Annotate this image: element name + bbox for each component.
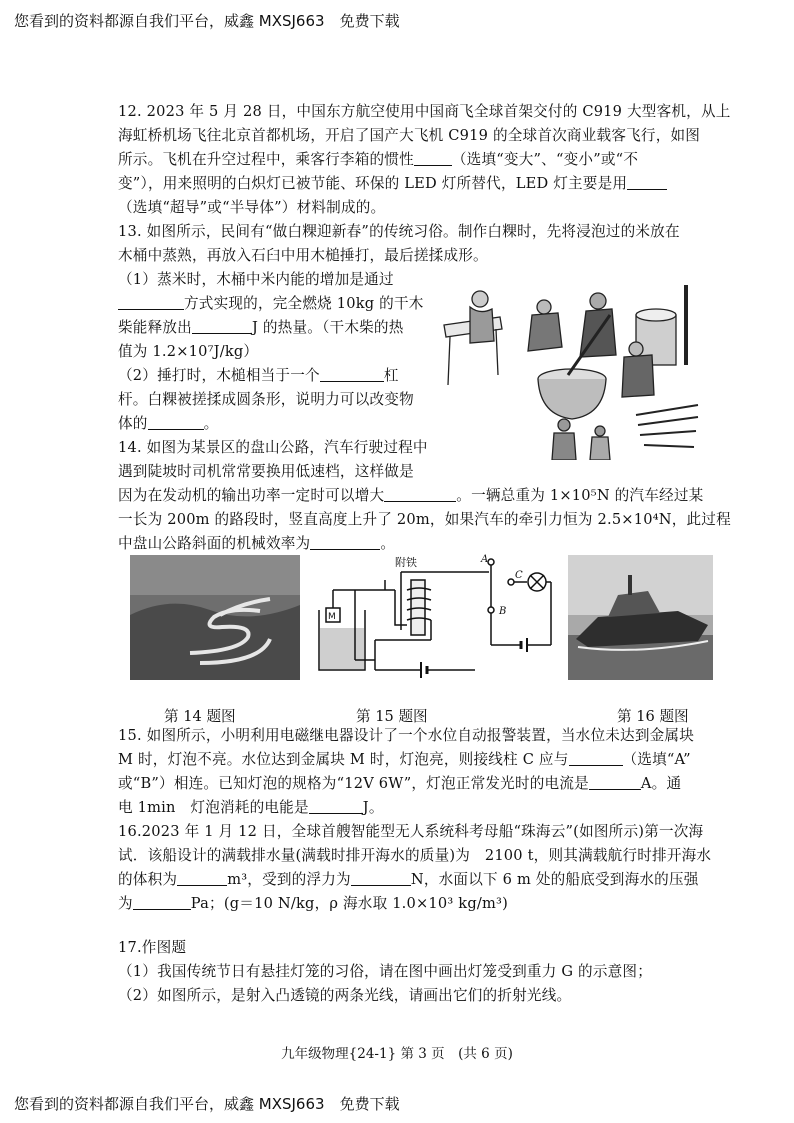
question-13: 13. 如图所示，民间有“做白粿迎新春”的传统习俗。制作白粿时，先将浸泡过的米放在 木桶中蒸熟，再放入石臼中用木槌捶打，最后搓揉成形。 （1）蒸米时，木桶中米内能的增加是通过 方式实现的，完全燃烧 10kg 的干木 柴能释放出 J 的热量。（干木柴的热 值为 1.2×10⁷J/kg） （2）捶打时，木槌相当于一个 杠 杆。白粿被搓揉成圆条形，说明力可以改变物 体的 。	[118, 223, 680, 432]
answer-blank	[414, 151, 452, 166]
answer-blank	[148, 415, 204, 430]
answer-blank	[569, 751, 623, 766]
caption-fig14: 第 14 题图	[164, 708, 236, 725]
figure-13-illustration	[440, 285, 702, 460]
caption-fig16: 第 16 题图	[617, 708, 689, 725]
question-14: 14. 如图为某景区的盘山公路，汽车行驶过程中 遇到陡坡时司机常常要换用低速档，这样做是 因为在发动机的输出功率一定时可以增大 。一辆总重为 1×10⁵N 的汽车经过某 一长为 200m 的路段时，竖直高度上升了 20m，如果汽车的牵引力恒为 2.5×10⁴N，此过程 中盘山公路斜面的机械效率为 。	[118, 439, 731, 552]
question-15: 15. 如图所示，小明利用电磁继电器设计了一个水位自动报警装置，当水位未达到金属块 M 时，灯泡不亮。水位达到金属块 M 时，灯泡亮，则接线柱 C 应与 （选填“A” 或“B”）相连。已知灯泡的规格为“12V 6W”，灯泡正常发光时的电流是 A。通 电 1min 灯泡消耗的电能是 J。	[118, 727, 695, 816]
terminal-c-label: C	[515, 570, 523, 581]
answer-blank	[177, 871, 227, 886]
figure-16-ship	[568, 555, 713, 680]
question-16: 16.2023 年 1 月 12 日，全球首艘智能型无人系统科考母船“珠海云”(如图所示)第一次海 试．该船设计的满载排水量(满载时排开海水的质量)为 2100 t，则其满载航行时排开海水 的体积为 m³，受到的浮力为 N，水面以下 6 m 处的船底受到海水的压强 为 Pa；(g＝10 N/kg，ρ 海水取 1.0×10³ kg/m³)	[118, 823, 712, 912]
metal-block-label: M	[328, 612, 336, 622]
terminal-b-label: B	[499, 606, 507, 617]
question-12: 12. 2023 年 5 月 28 日，中国东方航空使用中国商飞全球首架交付的 C919 大型客机，从上 海虹桥机场飞往北京首都机场，开启了国产大飞机 C919 的全球首次商业载客飞行，如图 所示。飞机在升空过程中，乘客行李箱的惯性 （选填“变大”、“变小”或“不 变”），用来照明的白炽灯已被节能、环保的 LED 灯所替代，LED 灯主要是用 （选填“超导”或“半导体”）材料制成的。	[118, 103, 731, 216]
answer-blank	[310, 535, 380, 550]
terminal-a-label: A	[481, 554, 489, 565]
answer-blank	[118, 295, 184, 310]
answer-blank	[351, 871, 411, 886]
answer-blank	[133, 895, 191, 910]
figure-15-relay-circuit	[315, 550, 555, 685]
answer-blank	[192, 319, 252, 334]
bottom-banner: 您看到的资料都源自我们平台，威鑫 MXSJ663 免费下载	[14, 1095, 400, 1113]
figure-14-mountain-road	[130, 555, 300, 680]
answer-blank	[627, 175, 667, 190]
top-banner: 您看到的资料都源自我们平台，威鑫 MXSJ663 免费下载	[14, 12, 400, 30]
answer-blank	[384, 487, 456, 502]
caption-fig15: 第 15 题图	[356, 708, 428, 725]
answer-blank	[589, 775, 641, 790]
question-17: 17.作图题 （1）我国传统节日有悬挂灯笼的习俗，请在图中画出灯笼受到重力 G 的示意图； （2）如图所示，是射入凸透镜的两条光线，请画出它们的折射光线。	[118, 939, 653, 1004]
page-footer: 九年级物理{24-1} 第 3 页 (共 6 页)	[281, 1046, 513, 1062]
answer-blank	[309, 799, 363, 814]
answer-blank	[320, 367, 384, 382]
armature-label: 附铁	[395, 556, 417, 569]
